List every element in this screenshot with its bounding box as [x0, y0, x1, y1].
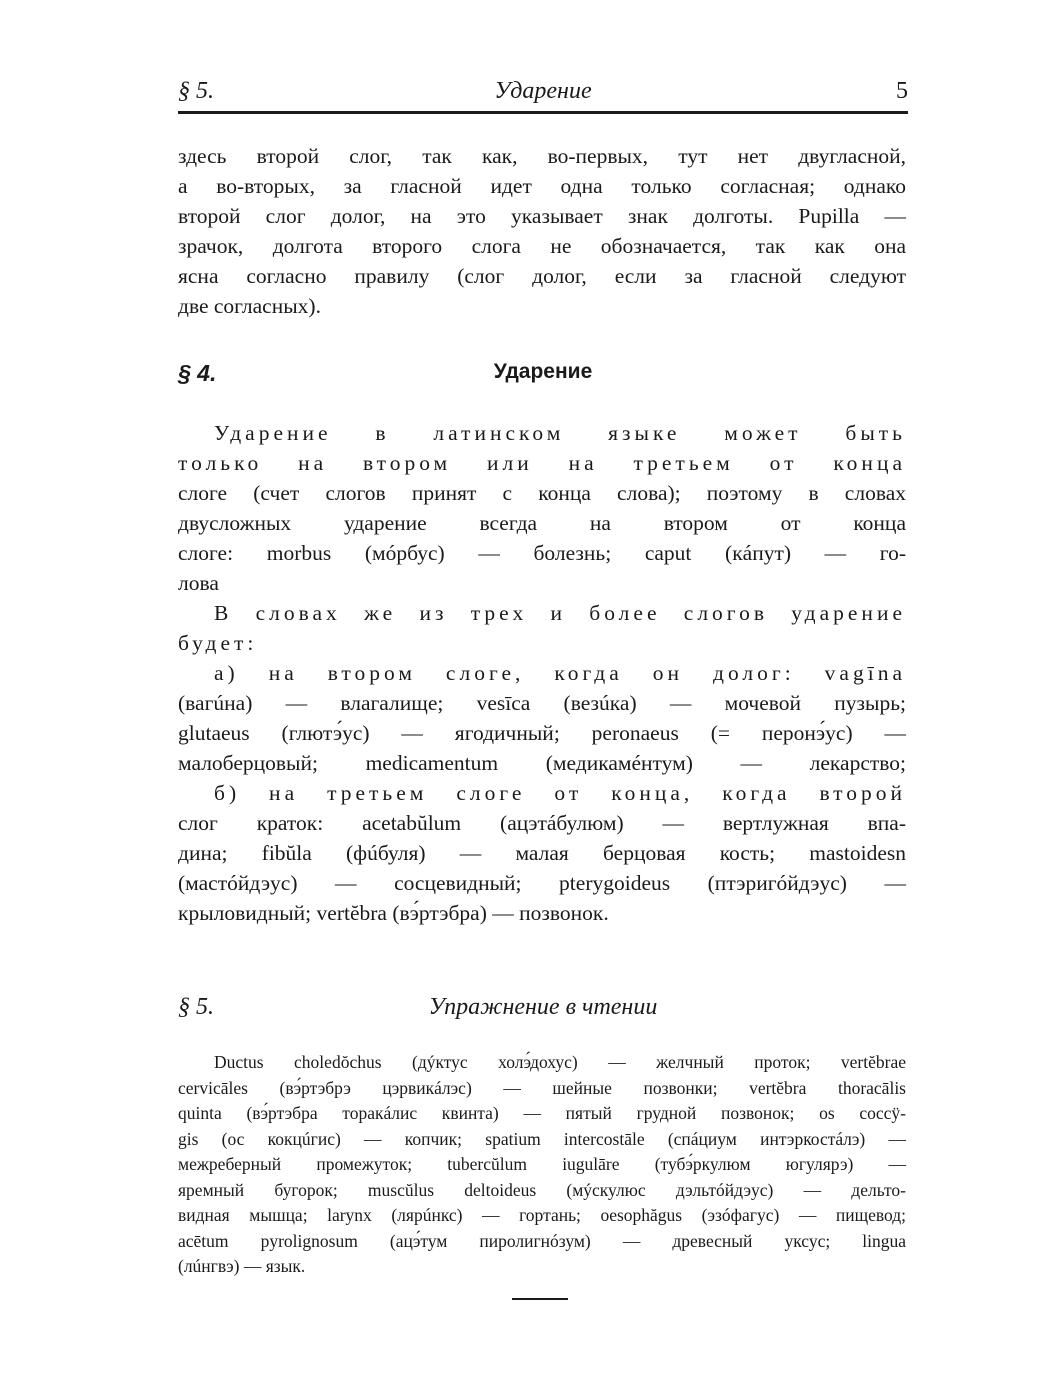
- text-line: а во-вторых, за гласной идет одна только согласная; однако: [178, 174, 906, 198]
- text-line: дина; fibŭla (фúбуля) — малая берцовая кость; mastoidesn: [178, 841, 906, 865]
- text-line: лова: [178, 571, 219, 595]
- section-4-body: [178, 418, 906, 928]
- end-rule: [512, 1298, 568, 1300]
- text-line: слоге (счет слогов принят с конца слова); поэтому в словах: [178, 481, 906, 505]
- text-line: cervicāles (вэ́ртэбрэ цэрвикáлэс) — шейные позвонки; vertĕbra thoracālis: [178, 1077, 906, 1098]
- text-line: (вагúна) — влагалище; vesīca (везúка) — мочевой пузырь;: [178, 691, 906, 715]
- section-number: § 4.: [178, 360, 217, 386]
- text-line: малоберцовый; medicamentum (медикамéнтум) — лекарство;: [178, 751, 906, 775]
- text-line: второй слог долог, на это указывает знак долготы. Pupilla —: [178, 204, 906, 228]
- section-title: Упражнение в чтении: [428, 994, 658, 1020]
- text-line: gis (ос кокцúгис) — копчик; spatium intercostāle (спáциум интэркостáлэ) —: [178, 1128, 906, 1149]
- text-line: (мастóйдэус) — сосцевидный; pterygoideus (птэригóйдэус) —: [178, 871, 906, 895]
- text-line: (лúнгвэ) — язык.: [178, 1256, 306, 1276]
- text-line: В словах же из трех и более слогов ударение: [214, 601, 906, 625]
- text-line: крыловидный; vertĕbra (вэ́ртэбра) — позвонок.: [178, 901, 609, 925]
- text-line: яремный бугорок; muscŭlus deltoideus (мýскулюс дэльтóйдэус) — дельто-: [178, 1179, 906, 1200]
- text-line: acētum pyrolignosum (ацэ́тум пиролигнóзум) — древесный уксус; lingua: [178, 1230, 906, 1251]
- header-title: Ударение: [494, 78, 592, 104]
- text-line: а) на втором слоге, когда он долог: vagīna: [214, 661, 906, 685]
- text-line: будет:: [178, 631, 258, 655]
- text-line: здесь второй слог, так как, во-первых, тут нет двугласной,: [178, 144, 906, 168]
- page-number: 5: [896, 78, 908, 104]
- text-line: межреберный промежуток; tubercŭlum iugulāre (тубэ́ркулюм югулярэ) —: [178, 1154, 906, 1174]
- text-line: две согласных).: [178, 294, 321, 318]
- running-header: [178, 78, 908, 110]
- header-section: § 5.: [178, 78, 214, 104]
- text-line: Ударение в латинском языке может быть: [214, 421, 906, 445]
- text-line: слог краток: acetabŭlum (ацэтáбулюм) — вертлужная впа-: [178, 811, 906, 835]
- section-title: Ударение: [493, 360, 593, 383]
- intro-paragraph: [178, 141, 906, 321]
- text-line: quinta (вэ́ртэбра торакáлис квинта) — пятый грудной позвонок; os coccÿ-: [178, 1103, 906, 1123]
- text-line: glutaeus (глютэ́ус) — ягодичный; peronaeus (= перонэ́ус) —: [178, 721, 906, 745]
- text-line: Ductus choledŏchus (дýктус холэ́дохус) — желчный проток; vertĕbrae: [214, 1052, 906, 1072]
- text-line: б) на третьем слоге от конца, когда второй: [214, 781, 906, 805]
- section-5-body: [178, 1050, 906, 1280]
- text-line: только на втором или на третьем от конца: [178, 451, 906, 475]
- text-line: двусложных ударение всегда на втором от конца: [178, 511, 906, 535]
- text-line: видная мышца; larynx (лярúнкс) — гортань; oesophăgus (эзóфагус) — пищевод;: [178, 1205, 906, 1225]
- text-line: ясна согласно правилу (слог долог, если за гласной следуют: [178, 264, 906, 288]
- text-line: слоге: morbus (мóрбус) — болезнь; caput (кáпут) — го-: [178, 541, 906, 565]
- section-number: § 5.: [178, 994, 214, 1020]
- text-line: зрачок, долгота второго слога не обозначается, так как она: [178, 234, 906, 258]
- header-rule: [178, 111, 908, 114]
